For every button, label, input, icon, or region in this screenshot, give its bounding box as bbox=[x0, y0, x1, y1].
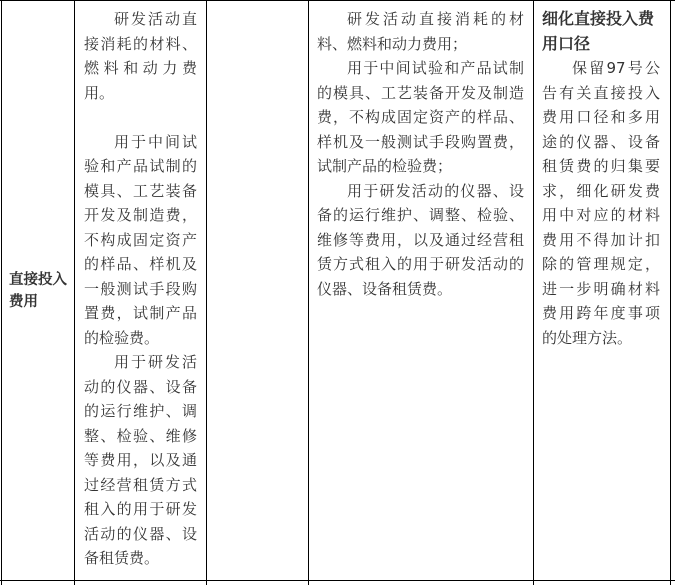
table-top-border bbox=[0, 0, 675, 1]
empty-cell bbox=[207, 1, 308, 580]
old-provision-trial: 用于中间试验和产品试制的模具、工艺装备开发及制造费，不构成固定资产的样品、样机及一般测试手段购置费，试制产品的检验费。 bbox=[84, 132, 197, 347]
old-provision-equipment: 用于研发活动的仪器、设备的运行维护、调整、检验、维修等费用，以及通过经营租赁方式租入的用于研发活动的仪器、设备租赁费。 bbox=[84, 353, 197, 567]
row-label-cell bbox=[2, 1, 74, 580]
table-bottom-border bbox=[0, 580, 675, 581]
new-provision-trial: 用于中间试验和产品试制的模具、工艺装备开发及制造费，不构成固定资产的样品、样机及一般测试手段购置费，试制产品的检验费； bbox=[317, 59, 524, 175]
interpretation-cell bbox=[534, 7, 670, 350]
interpretation-title: 细化直接投入费用口径 bbox=[542, 9, 655, 53]
new-provision-materials: 研发活动直接消耗的材料、燃料和动力费用； bbox=[317, 10, 524, 53]
old-provision-cell bbox=[75, 7, 206, 571]
old-provision-materials: 研发活动直接消耗的材料、燃料和动力费用。 bbox=[84, 10, 197, 102]
new-provision-cell bbox=[309, 7, 533, 301]
interpretation-text: 保留97号公告有关直接投入费用口径和多用途的仪器、设备租赁费的归集要求，细化研发费用中对应的材料费用不得加计扣除的管理规定，进一步明确材料费用跨年度事项的处理方法。 bbox=[542, 59, 660, 347]
new-provision-equipment: 用于研发活动的仪器、设备的运行维护、调整、检验、维修等费用，以及通过经营租赁方式租入的用于研发活动的仪器、设备租赁费。 bbox=[317, 181, 524, 298]
table-right-border bbox=[670, 0, 671, 585]
row-label: 直接投入费用 bbox=[9, 271, 67, 310]
